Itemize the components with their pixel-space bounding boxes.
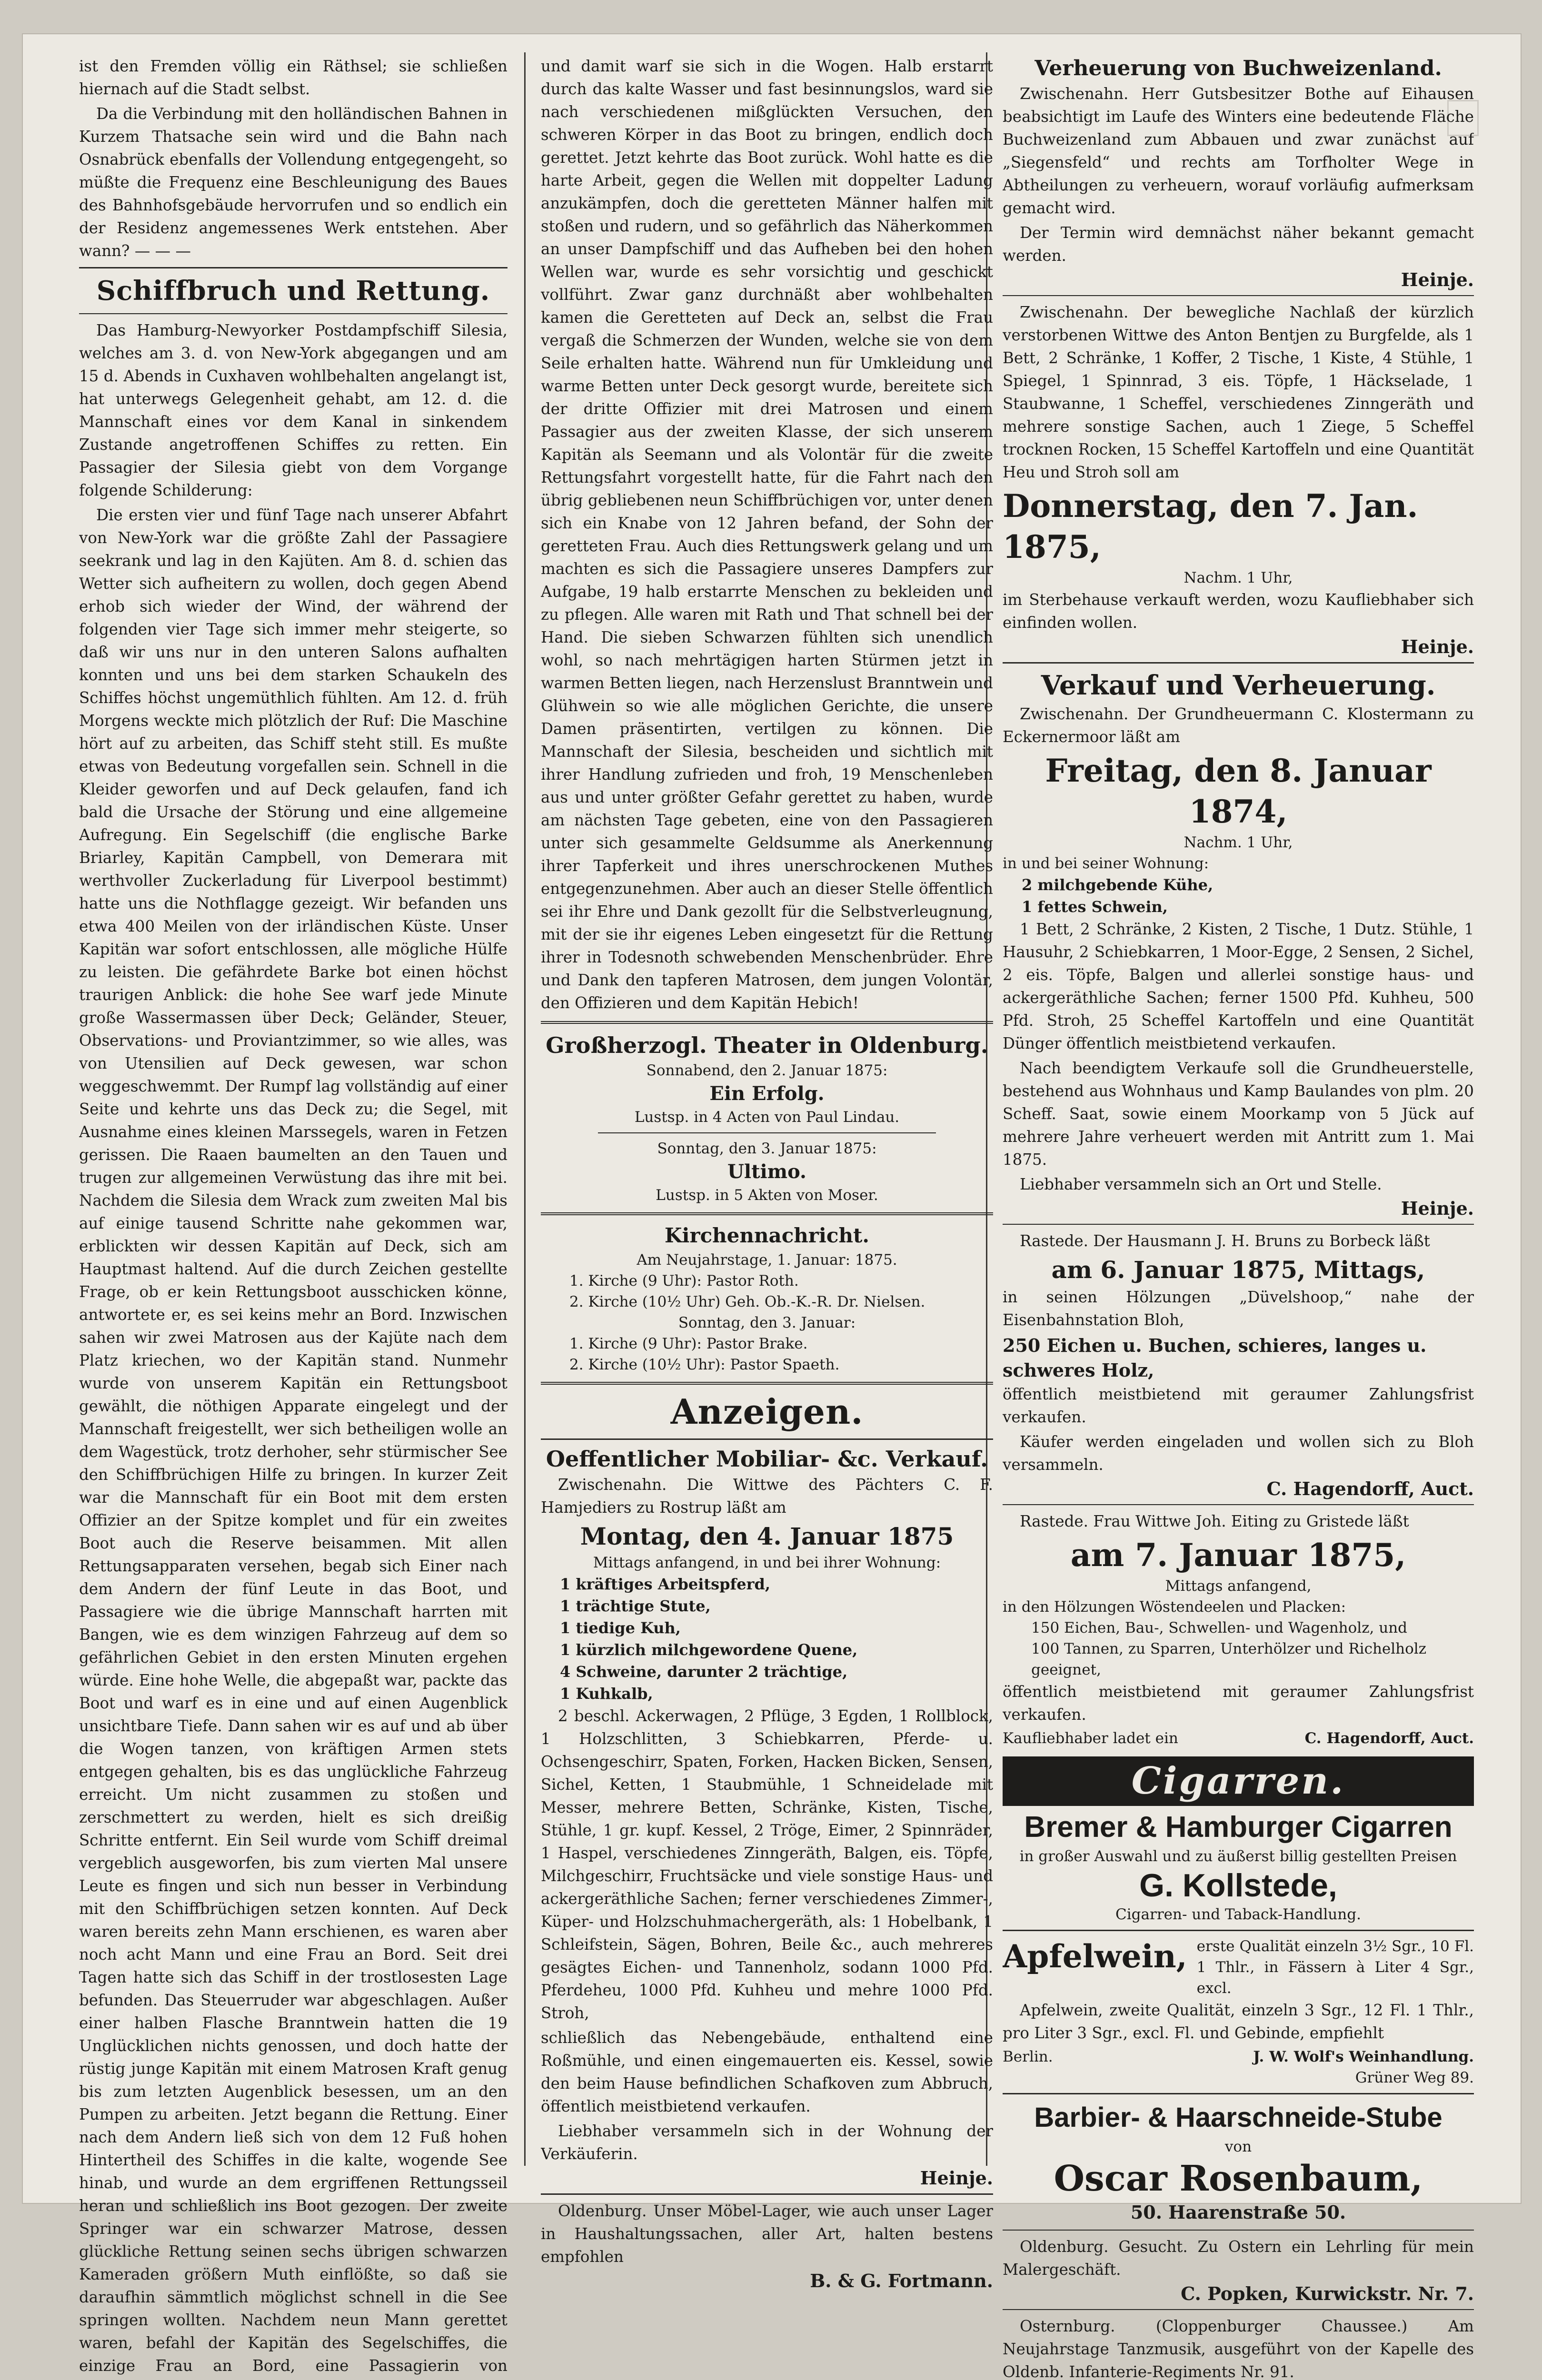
divider: [541, 1438, 993, 1440]
ad-time: Mittags anfangend,: [1165, 1577, 1312, 1595]
timber-sale-ad-bruns: [1003, 1230, 1474, 1499]
church-notice: [541, 1222, 993, 1375]
divider: [1003, 2093, 1474, 2094]
article-heading: Schiffbruch und Rettung.: [96, 275, 490, 307]
ad-address: 50. Haarenstraße 50.: [1130, 2202, 1346, 2223]
intro-paragraph: ist den Fremden völlig ein Räthsel; sie schließen hiernach auf die Stadt selbst.: [79, 57, 507, 98]
divider: [79, 313, 507, 314]
divider: [541, 1212, 993, 1215]
cigar-banner: Cigarren.: [1003, 1756, 1474, 1806]
ad-text: Der Termin wird demnächst näher bekannt gemacht werden.: [1003, 224, 1474, 265]
ad-title: Oeffentlicher Mobiliar- &c. Verkauf.: [546, 1446, 988, 1472]
theater-line: Lustsp. in 5 Akten von Moser.: [656, 1187, 878, 1204]
cigar-ad: [1003, 1809, 1474, 1925]
ad-signature: J. W. Wolf's Weinhandlung.: [1253, 2048, 1474, 2065]
ad-text: öffentlich meistbietend mit geraumer Zahlungsfrist verkaufen.: [1003, 1385, 1474, 1426]
church-line: 2. Kirche (10½ Uhr): Pastor Spaeth.: [569, 1356, 840, 1373]
ad-date: Donnerstag, den 7. Jan. 1875,: [1003, 487, 1418, 565]
list-item: 1 trächtige Stute,: [560, 1597, 711, 1615]
ad-text: Apfelwein, zweite Qualität, einzeln 3 Sgr., 12 Fl. 1 Thlr., pro Liter 3 Sgr., excl. Fl. und Gebinde, empfiehlt: [1003, 2001, 1474, 2042]
divider: [598, 1132, 936, 1133]
divider: [541, 1382, 993, 1385]
ad-text: Berlin.: [1003, 2048, 1053, 2065]
ad-headline: Bremer & Hamburger Cigarren: [1024, 1811, 1452, 1844]
theater-play: Ultimo.: [727, 1160, 806, 1183]
ad-text: Oldenburg. Gesucht. Zu Ostern ein Lehrling für mein Malergeschäft.: [1003, 2238, 1474, 2279]
ad-date: Montag, den 4. Januar 1875: [580, 1522, 954, 1550]
church-title: Kirchennachricht.: [664, 1224, 870, 1247]
ad-text: 150 Eichen, Bau-, Schwellen- und Wagenholz, und: [1031, 1619, 1408, 1636]
divider: [1003, 1224, 1474, 1225]
ad-title: Verkauf und Verheuerung.: [1041, 670, 1436, 701]
ad-signature: Heinje.: [1401, 636, 1474, 657]
ad-text: Zwischenahn. Der Grundheuermann C. Klostermann zu Eckernermoor läßt am: [1003, 705, 1474, 746]
ad-text: öffentlich meistbietend mit geraumer Zahlungsfrist verkaufen.: [1003, 1683, 1474, 1724]
list-item: 1 kräftiges Arbeitspferd,: [560, 1575, 771, 1593]
ad-text: Käufer werden eingeladen und wollen sich zu Bloh versammeln.: [1003, 1433, 1474, 1474]
ad-item-list: [560, 1573, 993, 1705]
divider: [1003, 295, 1474, 296]
ad-text: Liebhaber versammeln sich an Ort und Stelle.: [1020, 1175, 1382, 1193]
ad-footer: [1003, 1728, 1474, 1749]
divider: [1003, 1930, 1474, 1931]
ad-signature: Heinje.: [1401, 1198, 1474, 1219]
ad-date: Freitag, den 8. Januar 1874,: [1045, 752, 1432, 830]
divider: [541, 2193, 993, 2195]
ad-text: Rastede. Frau Wittwe Joh. Eiting zu Gristede läßt: [1020, 1512, 1409, 1530]
ad-text: Osternburg. (Cloppenburger Chaussee.) Am Neujahrstage Tanzmusik, ausgeführt von der Kapelle des Oldenb. Infanterie-Regiments Nr. 91.: [1003, 2317, 1474, 2380]
ad-text: schließlich das Nebengebäude, enthaltend eine Roßmühle, und einen eingemauerten eis. Kessel, sowie den beim Hause befindlichen Schafkoven zum Abbruch, öffentlich meistbietend verkaufen.: [541, 2029, 993, 2115]
ad-signature: C. Hagendorff, Auct.: [1304, 1730, 1474, 1747]
column-2: [541, 55, 993, 2292]
ad-title: Verheuerung von Buchweizenland.: [1035, 56, 1442, 80]
divider: [541, 1021, 993, 1024]
paragraph: Das Hamburg-Newyorker Postdampfschiff Silesia, welches am 3. d. von New-York abgegangen und am 15 d. Abends in Cuxhaven wohlbehalten angelangt ist, hat unterwegs Gelegenheit gehabt, am 12. d. die Mannschaft eines vor dem Kanal in sinkendem Zustande angetroffenen Schiffes zu retten. Ein Passagier der Silesia giebt von dem Vorgange folgende Schilderung:: [79, 321, 507, 499]
list-item: 1 kürzlich milchgewordene Quene,: [560, 1641, 858, 1659]
ad-text: in großer Auswahl und zu äußerst billig gestellten Preisen: [1019, 1848, 1457, 1865]
ad-text: 1 Bett, 2 Schränke, 2 Kisten, 2 Tische, 1 Dutz. Stühle, 1 Hausuhr, 2 Schiebkarren, 1 Moor-Egge, 2 Sensen, 2 Sichel, 2 eis. Töpfe, Balgen und allerlei sonstige haus- und ackergeräthliche Sachen; ferner 1500 Pfd. Kuhheu, 500 Pfd. Stroh, 25 Scheffel Kartoffeln und eine Quantität Dünger öffentlich meistbietend verkaufen.: [1003, 920, 1474, 1052]
ad-signature: Heinje.: [920, 2167, 993, 2189]
theater-line: Sonnabend, den 2. Januar 1875:: [646, 1062, 888, 1079]
ad-signature: Heinje.: [1401, 269, 1474, 290]
ad-text: im Sterbehause verkauft werden, wozu Kaufliebhaber sich einfinden wollen.: [1003, 591, 1474, 632]
church-line: Am Neujahrstage, 1. Januar: 1875.: [637, 1251, 897, 1269]
list-item: 1 tiedige Kuh,: [560, 1619, 681, 1637]
ad-date: am 6. Januar 1875, Mittags,: [1051, 1256, 1425, 1284]
apprentice-ad: [1003, 2235, 1474, 2304]
ad-signature: C. Popken, Kurwickstr. Nr. 7.: [1181, 2283, 1474, 2304]
ad-highlight: 250 Eichen u. Buchen, schieres, langes u. schweres Holz,: [1003, 1335, 1427, 1381]
ad-text: Kaufliebhaber ladet ein: [1003, 1730, 1178, 1747]
ad-address: Grüner Weg 89.: [1355, 2069, 1474, 2086]
ad-text: erste Qualität einzeln 3½ Sgr., 10 Fl. 1 Thlr., in Fässern à Liter 4 Sgr., excl.: [1196, 1938, 1474, 1997]
theater-title: Großherzogl. Theater in Oldenburg.: [546, 1032, 988, 1058]
list-item: 2 milchgebende Kühe,: [1022, 876, 1214, 894]
ad-company-name: G. Kollstede,: [1139, 1867, 1337, 1904]
furniture-store-ad: [541, 2200, 993, 2291]
ad-text: Liebhaber versammeln sich in der Wohnung der Verkäuferin.: [541, 2122, 993, 2163]
ads-heading: Anzeigen.: [670, 1391, 864, 1432]
ad-signature: B. & G. Fortmann.: [810, 2270, 993, 2291]
ad-text: Oldenburg. Unser Möbel-Lager, wie auch unser Lager in Haushaltungssachen, aller Art, halten bestens empfohlen: [541, 2202, 993, 2266]
ad-item-list: [1022, 874, 1474, 918]
estate-sale-ad: [1003, 301, 1474, 657]
column-3: [1003, 55, 1474, 2380]
ad-text: Mittags anfangend, in und bei ihrer Wohnung:: [593, 1554, 941, 1571]
ad-text: in den Hölzungen Wöstendeelen und Placken:: [1003, 1598, 1346, 1616]
ad-text: 2 beschl. Ackerwagen, 2 Pflüge, 3 Egden, 1 Rollblock, 1 Holzschlitten, 3 Schiebkarren, Pferde- u. Ochsengeschirr, Spaten, Forken, Hacken Bicken, Sensen, Sichel, Ketten, 1 Staubmühle, 1 Schneidelade mit Messer, mehrere Betten, Schränke, Kisten, Tische, Stühle, 1 gr. kupf. Kessel, 2 Tröge, Eimer, 2 Spinnräder, 1 Haspel, verschiedenes Zinngeräth, Balgen, eis. Töpfe, Milchgeschirr, Fruchtsäcke und viele sonstige Haus- und ackergeräthliche Sachen; ferner verschiedenes Zimmer-, Küper- und Holzschuhmachergeräth, als: 1 Hobelbank, 1 Schleifstein, Sägen, Bohren, Beile &c., auch mehreres gesägtes Eichen- und Tannenholz, sodann 1000 Pfd. Pferdeheu, 1000 Pfd. Kuhheu und mehre 1000 Pfd. Stroh,: [541, 1707, 993, 2022]
paragraph: und damit warf sie sich in die Wogen. Halb erstarrt durch das kalte Wasser und fast besinnungslos, ward sie nach verschiedenen mißglückten Versuchen, den schweren Körper in das Boot zu bringen, endlich doch gerettet. Jetzt kehrte das Boot zurück. Wohl hatte es die harte Arbeit, gegen die Wellen mit doppelter Ladung anzukämpfen, doch die geretteten Männer halfen mit stoßen und rudern, und so gefährlich das Näherkommen an unser Dampfschiff und das Aufheben bei den hohen Wellen war, wurde es sehr vorsichtig und geschickt vollführt. Zwar ganz durchnäßt aber wohlbehalten kamen die Geretteten auf Deck an, selbst die Frau vergaß die Schmerzen der Wunden, welche sie von dem Seile erhalten hatte. Während nun für Umkleidung und warme Betten unter Deck gesorgt wurde, bereitete sich der dritte Offizier mit drei Matrosen und einem Passagier aus der zweiten Klasse, der sich unserem Kapitän als Seemann und als Volontär für die zweite Rettungsfahrt vorgestellt hatte, für die Fahrt nach den übrig gebliebenen neun Schiffbrüchigen vor, unter denen sich ein Knabe von 12 Jahren befand, der Sohn der geretteten Frau. Auch dies Rettungswerk gelang und um machten es sich die Passagiere unseres Dampfers zur Aufgabe, 19 halb erstarrte Menschen zu bekleiden und zu pflegen. Alle waren mit Rath und That schnell bei der Hand. Die sieben Schwarzen fühlten sich unendlich wohl, so nach mehrtägigen harten Stürmen jetzt in warmen Betten liegen, nach Herzenslust Branntwein und Glühwein so wie alle möglichen Gerichte, die unsere Damen präsentirten, vertilgen zu können. Die Mannschaft der Silesia, bescheiden und sichtlich mit ihrer Handlung zufrieden und froh, 19 Menschenleben aus und unter größter Gefahr gerettet zu haben, wurde am nächsten Tage gebeten, eine von den Passagieren unter sich gesammelte Geldsumme als Anerkennung ihrer Tapferkeit und ihres unerschrockenen Muthes entgegenzunehmen. Aber auch an dieser Stelle öffentlich sei ihr Ehre und Dank gezollt für die Selbstverleugnung, mit der sie ihr eigenes Leben eingesetzt für die Rettung ihrer in Todesnoth schwebenden Menschenbrüder. Ehre und Dank den tapferen Matrosen, dem jungen Volontär, den Offizieren und dem Kapitän Hebich!: [541, 57, 993, 1012]
newspaper-page: [22, 33, 1522, 2380]
ad-text: 100 Tannen, zu Sparren, Unterhölzer und Richelholz geeignet,: [1031, 1640, 1427, 1678]
ad-text: in und bei seiner Wohnung:: [1003, 855, 1209, 872]
ad-headline: Apfelwein,: [1003, 1938, 1187, 1975]
theater-notice: [541, 1031, 993, 1206]
list-item: 1 Kuhkalb,: [560, 1685, 653, 1703]
list-item: 4 Schweine, darunter 2 trächtige,: [560, 1663, 848, 1681]
buckwheat-ad: [1003, 55, 1474, 290]
sale-lease-ad: [1003, 668, 1474, 1219]
column-1: [79, 55, 507, 2380]
theater-play: Ein Erfolg.: [709, 1082, 825, 1105]
ad-text: Zwischenahn. Die Wittwe des Pächters C. F. Hamjediers zu Rostrup läßt am: [541, 1476, 993, 1517]
dance-ad: [1003, 2315, 1474, 2380]
barber-ad: [1003, 2099, 1474, 2225]
ad-signature: C. Hagendorff, Auct.: [1266, 1478, 1474, 1499]
divider: [1003, 662, 1474, 664]
divider: [1003, 2309, 1474, 2310]
ad-text: Zwischenahn. Herr Gutsbesitzer Bothe auf Eihausen beabsichtigt im Laufe des Winters eine bedeutende Fläche Buchweizenland zum Abbauen und zwar zunächst auf „Siegensfeld“ und rechts am Torfholter Wege in Abtheilungen zu verheuern, worauf vorläufig aufmerksam gemacht wird.: [1003, 85, 1474, 217]
ad-time: Nachm. 1 Uhr,: [1184, 569, 1293, 586]
ad-headline: Barbier- & Haarschneide-Stube: [1034, 2102, 1443, 2133]
ad-time: Nachm. 1 Uhr,: [1184, 834, 1293, 851]
divider: [1003, 2230, 1474, 2231]
ad-text: in seinen Hölzungen „Düvelshoop,“ nahe der Eisenbahnstation Bloh,: [1003, 1288, 1474, 1329]
theater-line: Sonntag, den 3. Januar 1875:: [657, 1140, 877, 1157]
ad-header-row: [1003, 1936, 1474, 1999]
column-rule-left: [524, 52, 526, 2166]
paragraph: Die ersten vier und fünf Tage nach unserer Abfahrt von New-York war die größte Zahl der Passagiere seekrank und lag in den Kajüten. Am 8. d. schien das Wetter sich aufheitern zu wollen, doch gegen Abend erhob sich wieder der Wind, der während der folgenden vier Tage sich immer mehr steigerte, so daß wir uns nur in den unteren Salons aufhalten konnten und uns bei dem starken Schaukeln des Schiffes höchst ungemüthlich fühlten. Am 12. d. früh Morgens weckte mich plötzlich der Ruf: Die Maschine hört auf zu arbeiten, das Schiff steht still. Es mußte etwas von Bedeutung vorgefallen sein. Schnell in die Kleider geworfen und auf Deck gelaufen, fand ich bald die Ursache der Störung und eine allgemeine Aufregung. Ein Segelschiff (die englische Barke Briarley, Kapitän Campbell, von Demerara mit werthvoller Zuckerladung für Liverpool bestimmt) hatte uns die Nothflagge gezeigt. Wir befanden uns etwa 400 Meilen von der irländischen Küste. Unser Kapitän war sofort entschlossen, alle mögliche Hülfe zu leisten. Die gefährdete Barke bot einen höchst traurigen Anblick: die hohe See warf jede Minute große Wassermassen über Deck; Geländer, Steuer, Observations- und Proviantzimmer, so wie alles, was von Utensilien auf Deck gewesen, war schon weggeschwemmt. Der Rumpf lag vollständig auf einer Seite und kehrte uns das Deck zu; die Segel, mit Ausnahme eines kleinen Marssegels, waren in Fetzen gerissen. Die Raaen baumelten an den Tauen und trugen zur allgemeinen Verwüstung das ihre mit bei. Nachdem die Silesia dem Wrack zum zweiten Mal bis auf einige tausend Schritte nahe gekommen war, erblickten wir dessen Kapitän auf Deck, sich am Hauptmast haltend. Auf die durch Zeichen gestellte Frage, ob er kein Rettungsboot ausschicken könne, antwortete er, es sei keins mehr an Bord. Inzwischen sahen wir zwei Matrosen aus der Kajüte nach dem Platz kriechen, wo der Kapitän stand. Nunmehr wurde von unserem Kapitän ein Rettungsboot gewählt, die nöthigen Apparate eingelegt und der Mannschaft freigestellt, wer sich betheiligen wolle an dem Wagestück, trotz derhoher, sehr stürmischer See den Schiffbrüchigen Hilfe zu bringen. In kurzer Zeit war die Mannschaft für ein Boot mit dem ersten Offizier an der Spitze komplet und für ein zweites Boot auch die Reserve beisammen. Mit allen Rettungsapparaten versehen, begab sich Einer nach dem Andern der fünf Leute in das Boot, und Passagiere wie die übrige Mannschaft harrten mit Bangen, wie es dem winzigen Fahrzeug auf dem so gefährlichen Gebiet in den ersten Minuten ergehen würde. Eine hohe Welle, die abgepaßt war, packte das Boot und warf es in eine und auf einen Augenblick unsichtbare Tiefe. Dann sahen wir es auf und ab über die Wogen tanzen, von kräftigen Armen stets entgegen gehalten, bis es das unglückliche Fahrzeug erreicht. Um nicht zusammen zu stoßen und zerschmettert zu werden, hielt es sich dreißig Schritte entfernt. Ein Seil wurde vom Schiff dreimal vergeblich ausgeworfen, bis zum vierten Mal unsere Leute es fingen und sich nun besser in Verbindung mit den Schiffbrüchigen setzen konnten. Auf Deck waren bereits zehn Mann erschienen, es waren aber noch acht Mann und eine Frau an Bord. Seit drei Tagen hatte sich das Schiff in der trostlosesten Lage befunden. Das Steuerruder war abgeschlagen. Außer einer halben Flasche Branntwein hatten die 19 Unglücklichen nichts genossen, und doch hatte der rüstig junge Kapitän mit einem Matrosen Kraft genug bis zum letzten Augenblick besessen, um an den Pumpen zu arbeiten. Jetzt begann die Rettung. Einer nach dem Andern ließ sich von dem 12 Fuß hohen Hintertheil des Schiffes in die kalte, wogende See hinab, und wurde an dem ergriffenen Rettungsseil heran und schließlich ins Boot gezogen. Der zweite Springer war ein schwarzer Matrose, dessen glückliche Rettung seinen sechs übrigen schwarzen Kameraden größern Muth einflößte, so daß sie daraufhin sämmtlich möglichst schnell in die See springen wollten. Nachdem neun Mann gerettet waren, befahl der Kapitän des Segelschiffes, die einzige Frau an Bord, eine Passagierin von: [79, 506, 507, 2375]
ad-text: Zwischenahn. Der bewegliche Nachlaß der kürzlich verstorbenen Wittwe des Anton Bentjen zu Burgfelde, als 1 Bett, 2 Schränke, 1 Koffer, 2 Tische, 1 Kiste, 4 Stühle, 1 Spiegel, 1 Spinnrad, 3 eis. Töpfe, 1 Häckselade, 1 Staubwanne, 1 Scheffel, verschiedenes Zinngeräth und mehrere sonstige Sachen, auch 1 Ziege, 5 Scheffel trocknen Rocken, 15 Scheffel Kartoffeln und eine Quantität Heu und Stroh soll am: [1003, 303, 1474, 481]
furniture-sale-ad: [541, 1445, 993, 2189]
ad-text: Nach beendigtem Verkaufe soll die Grundheuerstelle, bestehend aus Wohnhaus und Kamp Baulandes von plm. 20 Scheff. Saat, sowie einem Moorkamp von 5 Jück auf mehrere Jahre verheuert werden mit Antritt zum 1. Mai 1875.: [1003, 1059, 1474, 1169]
ad-text: von: [1224, 2138, 1252, 2155]
ad-footer: [1003, 2046, 1474, 2067]
divider: [79, 267, 507, 268]
church-line: 1. Kirche (9 Uhr): Pastor Brake.: [569, 1335, 808, 1352]
church-line: 2. Kirche (10½ Uhr) Geh. Ob.-K.-R. Dr. Nielsen.: [569, 1293, 925, 1310]
church-line: 1. Kirche (9 Uhr): Pastor Roth.: [569, 1272, 799, 1289]
cider-ad: [1003, 1936, 1474, 2088]
ad-text: Rastede. Der Hausmann J. H. Bruns zu Borbeck läßt: [1020, 1232, 1430, 1250]
list-item: 1 fettes Schwein,: [1022, 898, 1168, 916]
ad-date: am 7. Januar 1875,: [1070, 1537, 1406, 1574]
ad-text: Cigarren- und Taback-Handlung.: [1115, 1906, 1361, 1923]
paragraph: Da die Verbindung mit den holländischen Bahnen in Kurzem Thatsache sein wird und die Bahn nach Osnabrück ebenfalls der Vollendung entgegengeht, so müßte die Frequenz eine Beschleunigung des Baues des Bahnhofsgebäude hervorrufen und so endlich ein der Residenz angemessenes Werk entstehen. Aber wann? — — —: [79, 105, 507, 260]
timber-sale-ad-eiting: [1003, 1510, 1474, 1749]
divider: [1003, 1504, 1474, 1505]
church-line: Sonntag, den 3. Januar:: [678, 1314, 856, 1331]
ad-company-name: Oscar Rosenbaum,: [1054, 2158, 1423, 2199]
theater-line: Lustsp. in 4 Acten von Paul Lindau.: [634, 1109, 900, 1126]
